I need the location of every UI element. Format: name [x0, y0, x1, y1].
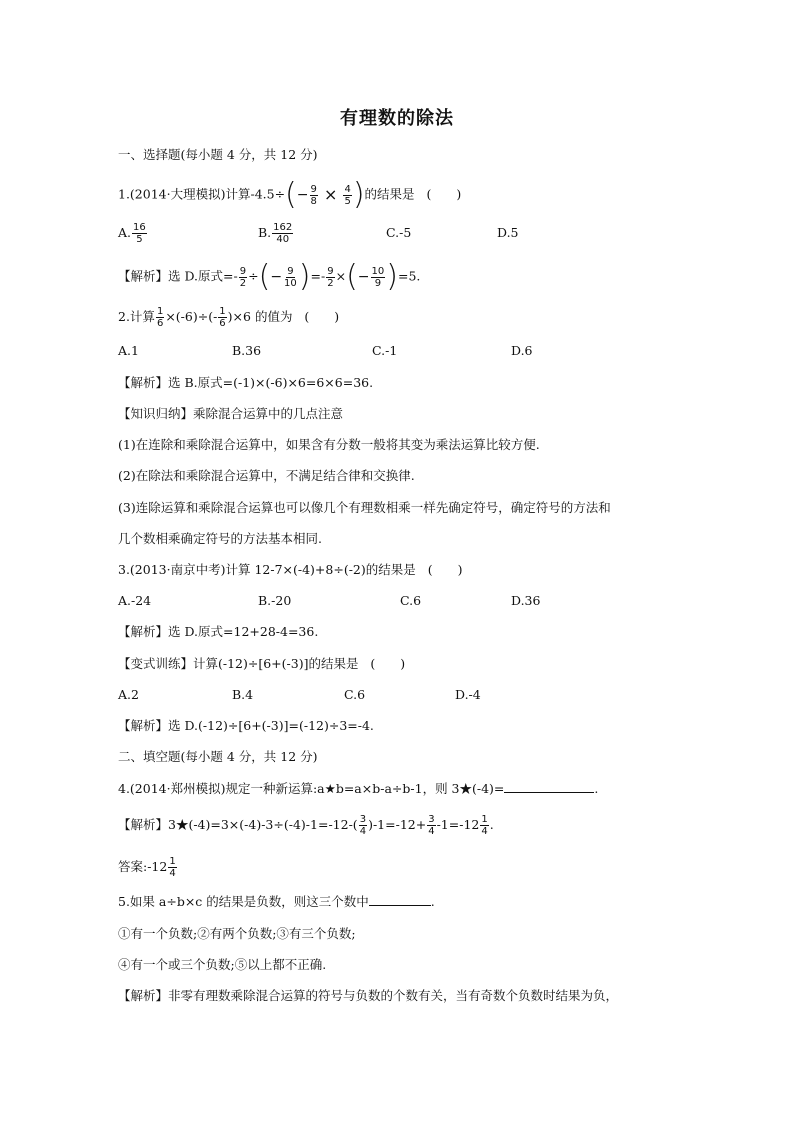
question-4: 4.(2014·郑州模拟)规定一种新运算:a★b=a×b-a÷b-1，则 3★(-4)= . [118, 781, 599, 796]
q2-option-a: A.1 [118, 343, 139, 358]
big-left-paren: ( [285, 177, 297, 212]
answer-paren: ( ) [304, 309, 340, 324]
variant-question: 【变式训练】计算(-12)÷[6+(-3)]的结果是 ( ) [118, 656, 406, 671]
big-right-paren: ) [352, 177, 365, 212]
minus-sign: − [296, 187, 309, 203]
q2-option-c: C.-1 [372, 343, 398, 358]
q5-options-1: ①有一个负数;②有两个负数;③有三个负数; [118, 926, 356, 941]
knowledge-point-3-cont: 几个数相乘确定符号的方法基本相同. [118, 531, 322, 546]
q1-option-c: C.-5 [386, 225, 412, 240]
q3-option-d: D.36 [511, 593, 541, 608]
q5-options-2: ④有一个或三个负数;⑤以上都不正确. [118, 957, 327, 972]
q2-analysis: 【解析】选 B.原式=(-1)×(-6)×6=6×6=36. [118, 375, 374, 390]
knowledge-point-2: (2)在除法和乘除混合运算中，不满足结合律和交换律. [118, 468, 415, 483]
times-sign: × [318, 185, 343, 204]
knowledge-title: 【知识归纳】乘除混合运算中的几点注意 [118, 406, 344, 421]
page-title: 有理数的除法 [340, 108, 454, 129]
variant-option-d: D.-4 [455, 687, 481, 702]
knowledge-point-1: (1)在连除和乘除混合运算中，如果含有分数一般将其变为乘法运算比较方便. [118, 437, 540, 452]
q2-option-b: B.36 [232, 343, 262, 358]
fraction: $\frac{9}{8}$ [310, 183, 317, 207]
answer-blank[interactable] [504, 780, 594, 793]
q1-option-b: B. $\frac{162}{40}$ [258, 222, 293, 245]
section-heading-fill: 二、填空题(每小题 4 分，共 12 分) [118, 749, 318, 764]
q5-analysis: 【解析】非零有理数乘除混合运算的符号与负数的个数有关，当有奇数个负数时结果为负， [118, 988, 619, 1003]
q1-analysis: 【解析】选 D.原式=- $\frac{9}{2}$ ÷(− $\frac{9}{10}$ )=- $\frac{9}{2}$ ×(− $\frac{10}{9}$ )=5. [118, 259, 421, 294]
fraction: $\frac{4}{5}$ [344, 183, 351, 207]
variant-option-c: C.6 [344, 687, 366, 702]
answer-paren: ( ) [427, 562, 463, 577]
section-heading-choice: 一、选择题(每小题 4 分，共 12 分) [118, 147, 318, 162]
q3-option-c: C.6 [400, 593, 422, 608]
question-2: 2.计算 $\frac{1}{6}$ ×(-6)÷(- $\frac{1}{6}$ )×6 的值为 ( ) [118, 306, 340, 329]
variant-analysis: 【解析】选 D.(-12)÷[6+(-3)]=(-12)÷3=-4. [118, 718, 374, 733]
q2-option-d: D.6 [511, 343, 533, 358]
knowledge-point-3: (3)连除运算和乘除混合运算也可以像几个有理数相乘一样先确定符号，确定符号的方法和 [118, 500, 611, 515]
answer-blank[interactable] [369, 893, 431, 906]
variant-option-a: A.2 [118, 687, 139, 702]
q1-suffix: 的结果是 [364, 186, 415, 202]
q1-option-a: A. $\frac{16}{5}$ [118, 222, 146, 245]
q1-prefix: 1.(2014·大理模拟)计算-4.5÷ [118, 186, 286, 202]
question-3: 3.(2013·南京中考)计算 12-7×(-4)+8÷(-2)的结果是 ( ) [118, 562, 463, 577]
q4-answer: 答案:-12 $\frac{1}{4}$ [118, 856, 176, 879]
variant-option-b: B.4 [232, 687, 254, 702]
q3-option-a: A.-24 [118, 593, 152, 608]
q3-analysis: 【解析】选 D.原式=12+28-4=36. [118, 624, 319, 639]
q4-analysis: 【解析】3★(-4)=3×(-4)-3÷(-4)-1=-12-( $\frac{3}{4}$ )-1=-12+ $\frac{3}{4}$ -1=-12 $\frac{1}{4}$ . [118, 814, 494, 837]
answer-paren: ( ) [426, 186, 462, 202]
q3-option-b: B.-20 [258, 593, 292, 608]
q1-option-d: D.5 [497, 225, 519, 240]
question-1 [118, 177, 462, 212]
answer-paren: ( ) [370, 656, 406, 671]
question-5: 5.如果 a÷b×c 的结果是负数，则这三个数中 . [118, 894, 435, 909]
